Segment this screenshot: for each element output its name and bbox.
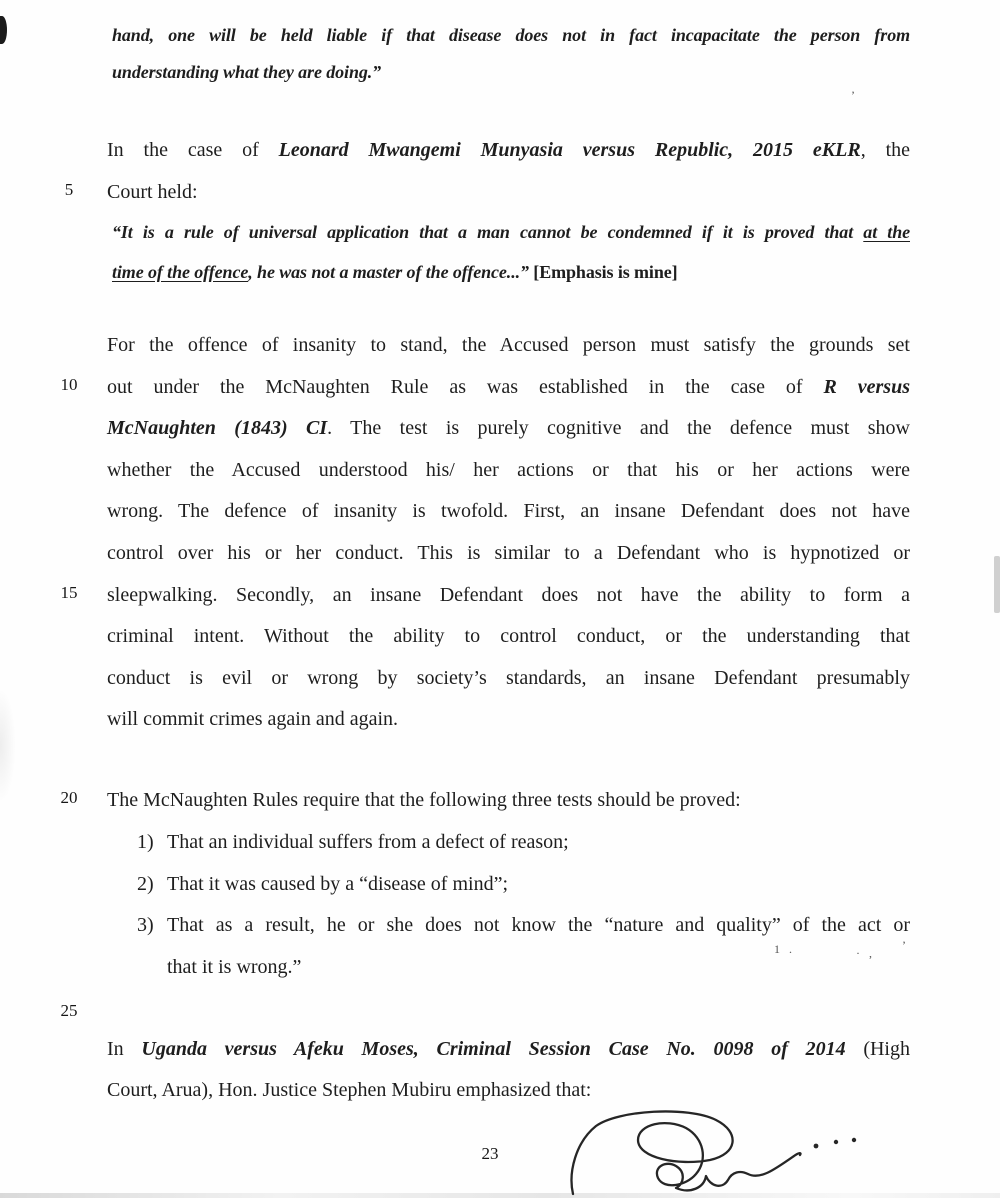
body-line <box>107 457 910 483</box>
text-segment: Uganda versus Afeku Moses, Criminal Session Case No. 0098 of 2014 <box>141 1038 846 1060</box>
page-number: 23 <box>481 1144 499 1163</box>
text-segment: [Emphasis is mine] <box>533 262 678 282</box>
body-line <box>107 706 398 732</box>
text-segment: criminal intent. Without the ability to control conduct, or the understanding that <box>107 625 910 647</box>
block-quote-line <box>112 259 678 285</box>
text-segment: hand, one will be held liable if that disease does not in fact incapacitate the person from <box>112 25 910 45</box>
scan-artifact-top-left <box>0 16 7 44</box>
list-item-continuation <box>167 954 301 980</box>
pencil-mark <box>902 932 909 958</box>
text-segment: . The test is purely cognitive and the defence must show <box>327 417 910 439</box>
body-line <box>107 582 910 608</box>
text-segment: That as a result, he or she does not know the “nature and quality” of the act or <box>167 914 910 936</box>
scan-artifact-right-edge <box>994 556 1000 613</box>
text-segment: , the <box>860 139 911 161</box>
list-item <box>137 829 569 855</box>
text-segment: 1 . <box>774 942 795 956</box>
body-line <box>107 415 910 441</box>
text-segment: “It is a rule of universal application that a man cannot be condemned if it is proved that <box>112 222 864 242</box>
text-segment: ’ <box>902 938 909 952</box>
body-line <box>107 137 910 163</box>
text-segment: whether the Accused understood his/ her actions or that his or her actions were <box>107 459 910 481</box>
quote-continuation-line <box>112 59 381 85</box>
body-line <box>107 1036 910 1062</box>
margin-line-number: 20 <box>60 788 78 807</box>
text-segment: In <box>107 1038 142 1060</box>
text-segment: understanding what they are doing.” <box>112 62 382 82</box>
margin-line-number: 15 <box>60 583 78 602</box>
text-segment: at the <box>863 222 910 242</box>
margin-line-number: 10 <box>60 375 78 394</box>
body-line <box>107 787 741 813</box>
pencil-mark <box>851 82 858 108</box>
quote-continuation-line <box>112 22 910 48</box>
block-quote-line <box>112 219 910 245</box>
signature-dot <box>852 1138 856 1142</box>
text-segment: (High <box>845 1038 910 1060</box>
text-segment: control over his or her conduct. This is similar to a Defendant who is hypnotized or <box>107 542 910 564</box>
text-segment: , he was not a master of the offence...” <box>248 262 534 282</box>
signature-dot <box>834 1140 838 1144</box>
text-segment: out under the McNaughten Rule as was established in the case of <box>107 376 824 398</box>
text-segment: R versus <box>823 376 910 398</box>
signature-dot <box>814 1144 819 1149</box>
body-line <box>107 1077 591 1103</box>
text-segment: will commit crimes again and again. <box>107 708 399 730</box>
signature-stroke <box>572 1111 801 1194</box>
text-segment: · , <box>856 946 875 960</box>
text-segment: Court, Arua), Hon. Justice Stephen Mubiru emphasized that: <box>107 1079 592 1101</box>
body-line <box>107 665 910 691</box>
text-segment: ’ <box>851 88 858 102</box>
text-segment: 2) <box>137 873 154 895</box>
text-segment: The McNaughten Rules require that the following three tests should be proved: <box>107 789 741 811</box>
text-segment: 1) <box>137 831 154 853</box>
text-segment: sleepwalking. Secondly, an insane Defendant does not have the ability to form a <box>107 584 910 606</box>
margin-line-number: 25 <box>60 1001 78 1020</box>
signature <box>558 1102 878 1198</box>
body-line <box>107 332 910 358</box>
scan-artifact-left-smudge <box>0 688 16 803</box>
margin-line-number: 5 <box>64 180 74 199</box>
pencil-mark <box>774 936 795 962</box>
text-segment: For the offence of insanity to stand, the Accused person must satisfy the grounds set <box>107 334 910 356</box>
text-segment: wrong. The defence of insanity is twofold. First, an insane Defendant does not have <box>107 500 910 522</box>
body-line <box>107 623 910 649</box>
text-segment: 3) <box>137 914 154 936</box>
body-line <box>107 374 910 400</box>
text-segment: That an individual suffers from a defect of reason; <box>167 831 569 853</box>
list-item <box>137 912 910 938</box>
text-segment: In the case of <box>107 139 279 161</box>
text-segment: Court held: <box>107 181 198 203</box>
body-line <box>107 179 198 205</box>
list-item <box>137 871 508 897</box>
body-line <box>107 540 910 566</box>
text-segment: that it is wrong.” <box>167 956 302 978</box>
body-line <box>107 498 910 524</box>
text-segment: Leonard Mwangemi Munyasia versus Republic, 2015 eKLR <box>278 139 861 161</box>
text-segment: McNaughten (1843) CI <box>107 417 328 439</box>
pencil-mark <box>856 940 875 966</box>
text-segment: That it was caused by a “disease of mind”; <box>167 873 508 895</box>
text-segment: time of the offence <box>112 262 249 282</box>
text-segment: conduct is evil or wrong by society’s standards, an insane Defendant presumably <box>107 667 910 689</box>
